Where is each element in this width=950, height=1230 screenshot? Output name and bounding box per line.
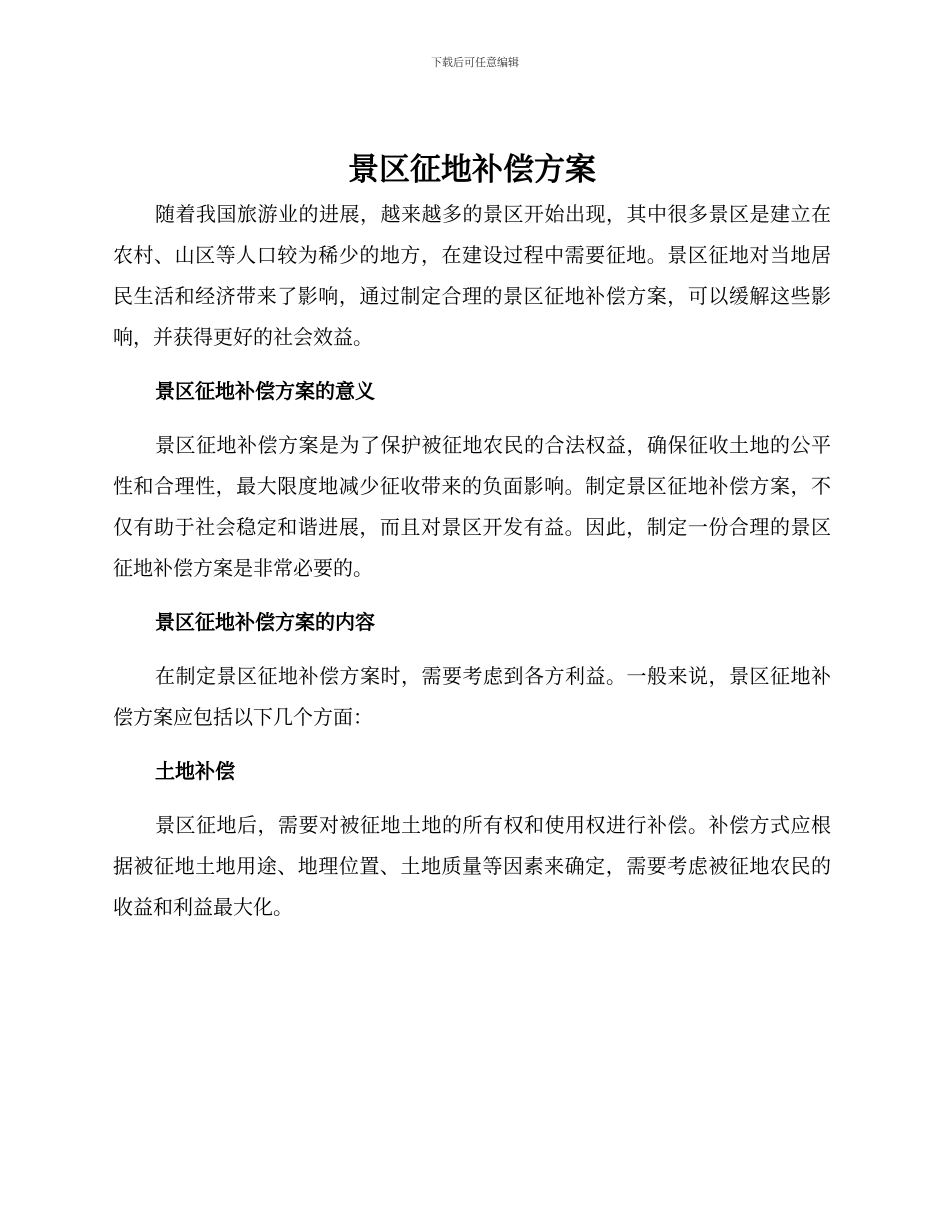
section-heading-land-compensation: 土地补偿 (155, 759, 235, 783)
section-body-significance: 景区征地补偿方案是为了保护被征地农民的合法权益，确保征收土地的公平性和合理性，最大限度地减少征收带来的负面影响。制定景区征地补偿方案，不仅有助于社会稳定和谐进展，而且对景区开发有益。因此，制定一份合理的景区征地补偿方案是非常必要的。 (113, 433, 831, 580)
document-content (113, 146, 831, 928)
spacer (113, 738, 831, 751)
section-heading-significance: 景区征地补偿方案的意义 (155, 379, 375, 403)
spacer (113, 792, 831, 805)
spacer (113, 358, 831, 371)
spacer (113, 412, 831, 425)
section-body-land-compensation: 景区征地后，需要对被征地土地的所有权和使用权进行补偿。补偿方式应根据被征地土地用途、地理位置、土地质量等因素来确定，需要考虑被征地农民的收益和利益最大化。 (113, 813, 831, 919)
document-title: 景区征地补偿方案 (348, 152, 596, 188)
page-header-text: 下载后可任意编辑 (431, 56, 519, 69)
spacer (113, 589, 831, 602)
section-heading-content: 景区征地补偿方案的内容 (155, 610, 375, 634)
section-body-content: 在制定景区征地补偿方案时，需要考虑到各方利益。一般来说，景区征地补偿方案应包括以下几个方面： (113, 664, 831, 729)
spacer (113, 643, 831, 656)
intro-paragraph: 随着我国旅游业的进展，越来越多的景区开始出现，其中很多景区是建立在农村、山区等人口较为稀少的地方，在建设过程中需要征地。景区征地对当地居民生活和经济带来了影响，通过制定合理的景区征地补偿方案，可以缓解这些影响，并获得更好的社会效益。 (113, 202, 831, 349)
